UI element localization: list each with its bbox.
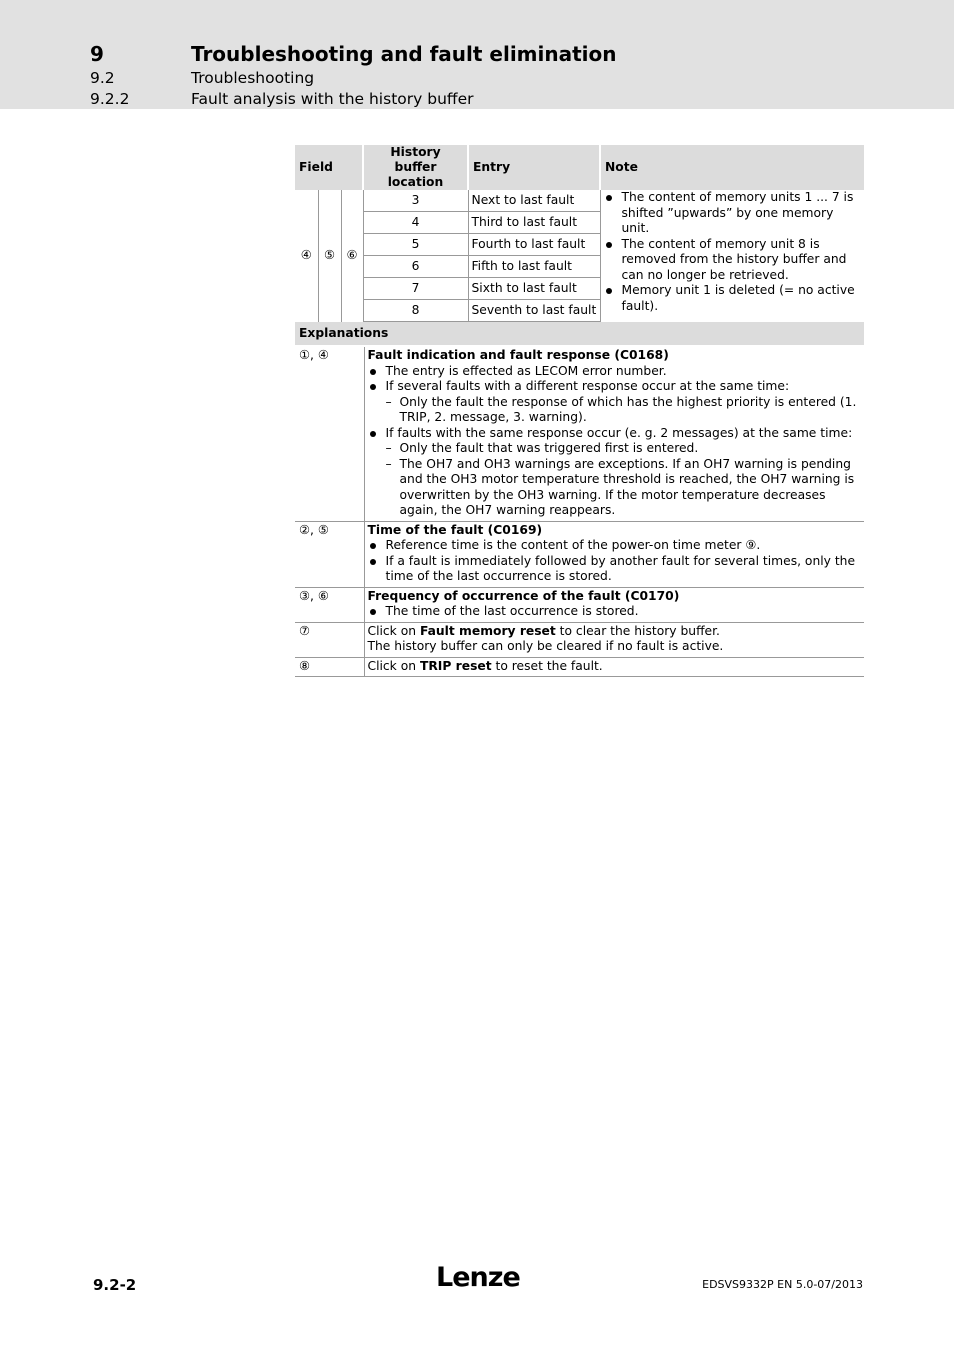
explanation-line: The history buffer can only be cleared if no fault is active. (367, 639, 724, 653)
location-cell: 6 (363, 256, 468, 278)
explanation-marker: ⑧ (295, 657, 364, 677)
location-cell: 4 (363, 212, 468, 234)
subsection-title: Fault analysis with the history buffer (191, 90, 474, 108)
field-marker: ⑥ (341, 190, 363, 322)
explanation-list (368, 604, 861, 620)
list-item: Reference time is the content of the power-on time meter ⑨. (368, 538, 861, 554)
explanations-table (295, 322, 864, 677)
note-item: The content of memory unit 8 is removed from the history buffer and can no longer be retrieved. (604, 237, 861, 284)
sub-list-item: – Only the fault the response of which has the highest priority is entered (1. TRIP, 2. message, 3. warning). (386, 395, 861, 426)
explanations-header: Explanations (295, 322, 864, 345)
history-table-header (295, 145, 864, 190)
explanation-line (368, 659, 861, 675)
field-marker: ④ (295, 190, 318, 322)
explanation-title: Time of the fault (C0169) (367, 522, 543, 537)
entry-cell: Third to last fault (468, 212, 600, 234)
table-row (295, 347, 864, 521)
note-item: Memory unit 1 is deleted (= no active fault). (604, 283, 861, 314)
entry-cell: Seventh to last fault (468, 300, 600, 322)
text-pre: Click on (367, 658, 420, 673)
section-title: Troubleshooting (191, 69, 315, 87)
lenze-logo: Lenze (436, 1262, 520, 1293)
text-post: to reset the fault. (491, 658, 603, 673)
header-field: Field (295, 145, 363, 190)
sub-list-item: – Only the fault that was triggered first is entered. (386, 441, 861, 457)
table-row (295, 587, 864, 622)
list-item (368, 426, 861, 519)
text-pre: Click on (367, 623, 420, 638)
explanation-title: Fault indication and fault response (C0168) (367, 348, 669, 362)
explanation-text (364, 521, 864, 587)
fault-memory-reset-label: Fault memory reset (419, 623, 556, 638)
sub-list-item: – The OH7 and OH3 warnings are exceptions. If an OH7 warning is pending and the OH3 motor temperature threshold is reached, the OH7 warning is overwritten by the OH3 warning. If the motor temperature decreases again, the OH7 warning reappears. (386, 457, 861, 519)
table-row (295, 657, 864, 677)
field-marker: ⑤ (318, 190, 341, 322)
location-cell: 5 (363, 234, 468, 256)
header-note: Note (600, 145, 864, 190)
entry-cell: Sixth to last fault (468, 278, 600, 300)
explanation-text (364, 347, 864, 521)
location-cell: 7 (363, 278, 468, 300)
note-item: The content of memory units 1 ... 7 is shifted ”upwards” by one memory unit. (604, 190, 861, 237)
explanation-text (364, 657, 864, 677)
list-item: If a fault is immediately followed by another fault for several times, only the time of the last occurrence is stored. (368, 554, 861, 585)
explanation-marker: ③, ⑥ (295, 587, 364, 622)
explanation-marker: ⑦ (295, 622, 364, 657)
header-location: History buffer location (363, 145, 468, 190)
entry-cell: Fourth to last fault (468, 234, 600, 256)
document-id: EDSVS9332P EN 5.0-07/2013 (702, 1278, 863, 1291)
explanation-marker: ②, ⑤ (295, 521, 364, 587)
explanation-list (368, 538, 861, 585)
subsection-number: 9.2.2 (90, 90, 130, 108)
explanation-marker: ①, ④ (295, 347, 364, 521)
explanation-list (368, 364, 861, 519)
header-entry: Entry (468, 145, 600, 190)
list-item: The time of the last occurrence is stored. (368, 604, 861, 620)
explanation-text (364, 622, 864, 657)
history-buffer-table (295, 145, 864, 322)
sub-list (386, 395, 861, 426)
note-list (604, 190, 861, 314)
explanation-line (368, 624, 861, 640)
location-cell: 8 (363, 300, 468, 322)
explanations-header-row (295, 322, 864, 345)
entry-cell: Fifth to last fault (468, 256, 600, 278)
list-item: The entry is effected as LECOM error number. (368, 364, 861, 380)
list-item-text: If faults with the same response occur (e. g. 2 messages) at the same time: (385, 425, 853, 440)
list-item (368, 379, 861, 426)
list-item-text: If several faults with a different response occur at the same time: (385, 379, 790, 393)
table-row (295, 521, 864, 587)
sub-list (386, 441, 861, 519)
explanation-title: Frequency of occurrence of the fault (C0170) (367, 588, 680, 603)
chapter-title: Troubleshooting and fault elimination (191, 42, 617, 66)
chapter-number: 9 (90, 42, 104, 66)
text-post: to clear the history buffer. (555, 623, 720, 638)
section-number: 9.2 (90, 69, 115, 87)
location-cell: 3 (363, 190, 468, 212)
table-row (295, 190, 864, 212)
trip-reset-label: TRIP reset (419, 658, 492, 673)
note-cell (600, 190, 864, 322)
entry-cell: Next to last fault (468, 190, 600, 212)
table-row (295, 622, 864, 657)
explanation-text (364, 587, 864, 622)
page-number: 9.2-2 (93, 1276, 137, 1294)
